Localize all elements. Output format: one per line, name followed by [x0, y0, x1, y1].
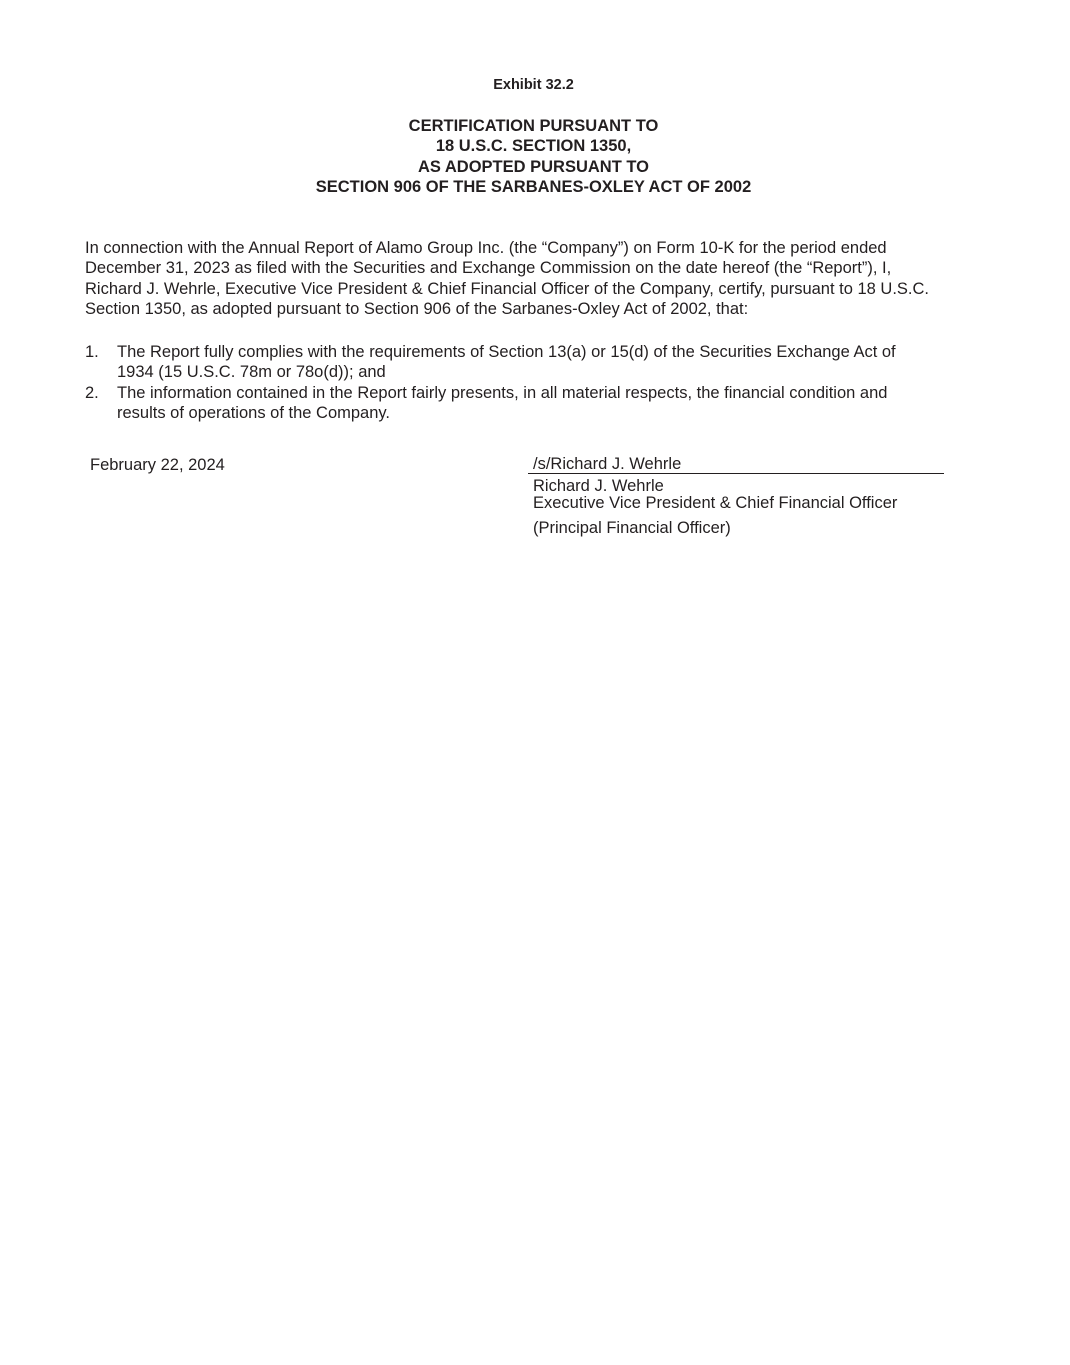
list-item-line: The Report fully complies with the requirements of Section 13(a) or 15(d) of the Securities Exchange Act of [117, 343, 896, 361]
list-item-number: 2. [85, 383, 99, 402]
list-item-line: 1934 (15 U.S.C. 78m or 78o(d)); and [117, 363, 386, 382]
exhibit-label: Exhibit 32.2 [493, 77, 574, 93]
heading-line: 18 U.S.C. SECTION 1350, [435, 137, 632, 156]
certification-heading [0, 116, 1067, 197]
certification-list [85, 342, 965, 423]
signer-role: (Principal Financial Officer) [533, 519, 731, 537]
intro-line: Section 1350, as adopted pursuant to Section 906 of the Sarbanes-Oxley Act of 2002, that: [85, 299, 749, 318]
signer-name: Richard J. Wehrle [533, 477, 664, 495]
intro-line: In connection with the Annual Report of Alamo Group Inc. (the “Company”) on Form 10-K for the period ended [85, 239, 887, 257]
signer-title: Executive Vice President & Chief Financial Officer [533, 494, 898, 512]
list-item-line: The information contained in the Report fairly presents, in all material respects, the financial condition and [117, 383, 888, 402]
list-item [85, 383, 965, 424]
heading-line: AS ADOPTED PURSUANT TO [417, 157, 650, 176]
signature-date: February 22, 2024 [90, 456, 225, 474]
list-item-line: results of operations of the Company. [117, 403, 391, 422]
intro-line: Richard J. Wehrle, Executive Vice President & Chief Financial Officer of the Company, certify, pursuant to 18 U.S.C. [85, 279, 930, 298]
intro-paragraph [85, 238, 985, 319]
signature-block [528, 455, 944, 537]
heading-line: CERTIFICATION PURSUANT TO [408, 117, 659, 135]
signature-line: /s/Richard J. Wehrle [528, 455, 944, 474]
intro-line: December 31, 2023 as filed with the Securities and Exchange Commission on the date hereof (the “Report”), I, [85, 259, 892, 278]
heading-line: SECTION 906 OF THE SARBANES-OXLEY ACT OF 2002 [315, 177, 752, 196]
list-item-number: 1. [85, 343, 99, 361]
list-item [85, 342, 965, 383]
